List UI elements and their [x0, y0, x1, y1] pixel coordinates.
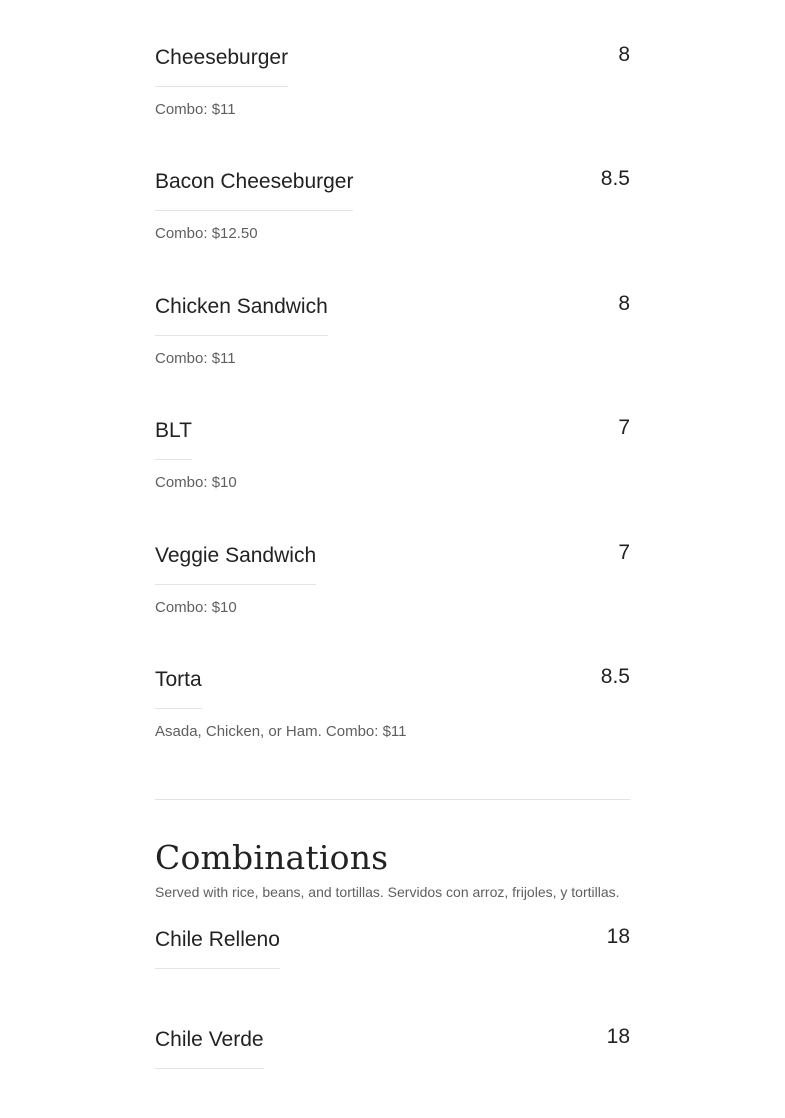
- menu-item-price: 8.5: [600, 665, 630, 688]
- menu-item-name: Chile Verde: [155, 1026, 264, 1069]
- menu-item-name: Bacon Cheeseburger: [155, 168, 353, 211]
- menu-item: [155, 292, 630, 367]
- menu-item-description: Combo: $10: [155, 474, 237, 491]
- menu-item-header: [155, 926, 630, 966]
- menu-item-name: Veggie Sandwich: [155, 542, 316, 585]
- menu-item: [155, 167, 630, 242]
- menu-item-header: [155, 1026, 630, 1066]
- menu-item-header: [155, 542, 630, 582]
- menu-item-name: Chile Relleno: [155, 926, 280, 969]
- menu-item-price: 8.5: [600, 167, 630, 190]
- menu-item-header: [155, 666, 630, 706]
- menu-item: [155, 926, 630, 966]
- menu-item-price: 8: [618, 292, 630, 315]
- menu-item: [155, 43, 630, 118]
- menu-item-name: Torta: [155, 666, 202, 709]
- menu-item-header: [155, 168, 630, 208]
- section-title: Combinations: [155, 838, 389, 877]
- menu-item-description: Combo: $12.50: [155, 225, 258, 242]
- menu-item: [155, 665, 630, 740]
- menu-item-name: Chicken Sandwich: [155, 293, 328, 336]
- menu-item-header: [155, 44, 630, 84]
- menu-item-name: BLT: [155, 417, 192, 460]
- menu-item-description: Combo: $11: [155, 101, 236, 118]
- menu-item-description: Combo: $11: [155, 350, 236, 367]
- menu-item-price: 18: [606, 1025, 630, 1048]
- menu-item-price: 8: [618, 43, 630, 66]
- menu-item-description: Combo: $10: [155, 599, 237, 616]
- menu-item: [155, 541, 630, 616]
- menu-item-price: 7: [618, 541, 630, 564]
- section-subtitle: Served with rice, beans, and tortillas. Servidos con arroz, frijoles, y tortillas.: [155, 884, 620, 900]
- menu-item-price: 7: [618, 416, 630, 439]
- menu-item-name: Cheeseburger: [155, 44, 288, 87]
- menu-item-header: [155, 293, 630, 333]
- menu-item-description: Asada, Chicken, or Ham. Combo: $11: [155, 723, 407, 740]
- menu-item: [155, 1026, 630, 1066]
- menu-item-header: [155, 417, 630, 457]
- section-divider: [155, 799, 630, 800]
- menu-item: [155, 416, 630, 491]
- menu-item-price: 18: [606, 925, 630, 948]
